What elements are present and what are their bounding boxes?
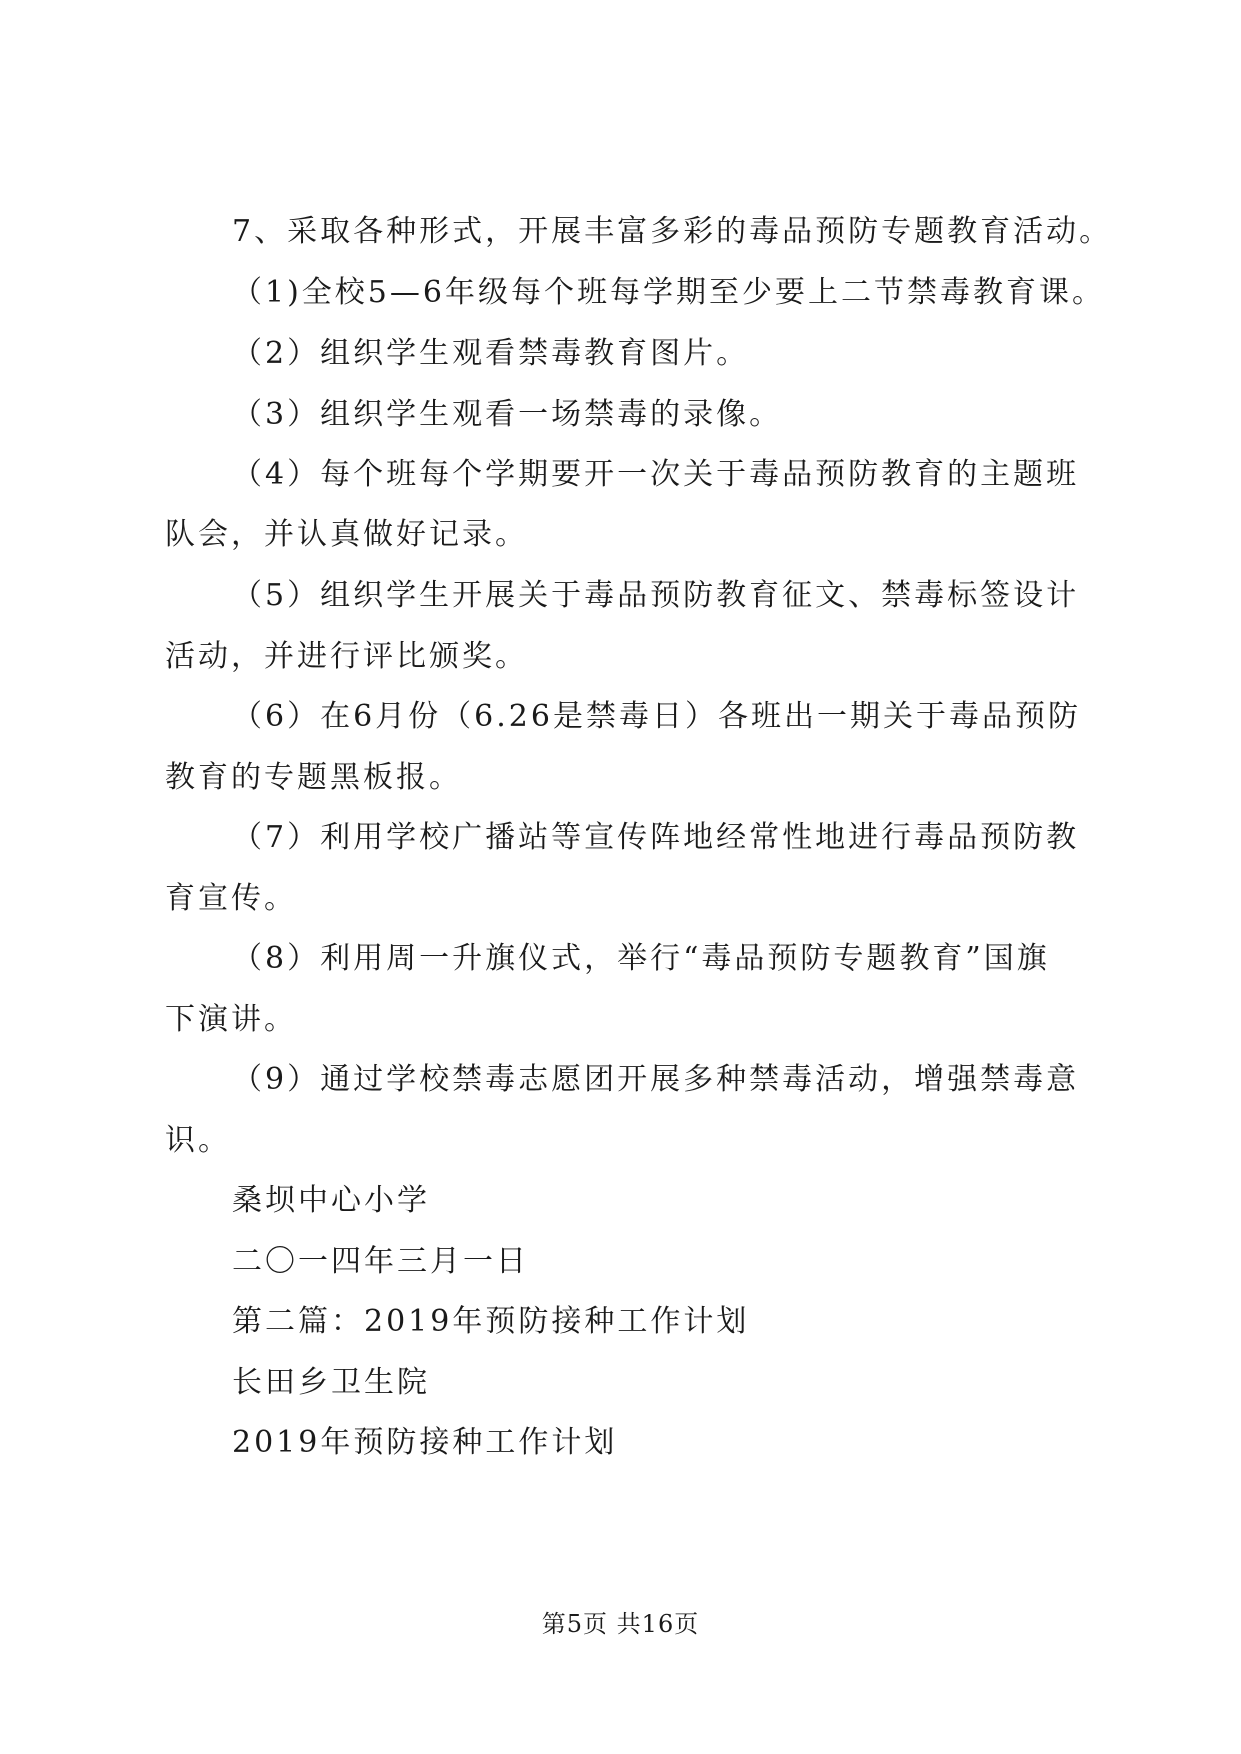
list-item-9: （9）通过学校禁毒志愿团开展多种禁毒活动，增强禁毒意	[232, 1062, 1080, 1097]
list-item-8-continued: 下演讲。	[165, 1002, 297, 1037]
list-item-6-continued: 教育的专题黑板报。	[165, 760, 462, 795]
list-item-6: （6）在6月份（6.26是禁毒日）各班出一期关于毒品预防	[232, 699, 1081, 734]
list-item-5-continued: 活动，并进行评比颁奖。	[165, 639, 528, 674]
list-item-2: （2）组织学生观看禁毒教育图片。	[232, 336, 750, 371]
page-number-footer: 第5页 共16页	[541, 1610, 700, 1638]
list-item-4: （4）每个班每个学期要开一次关于毒品预防教育的主题班	[232, 457, 1080, 492]
list-item-4-continued: 队会，并认真做好记录。	[165, 517, 528, 552]
section-heading: 第二篇：2019年预防接种工作计划	[232, 1304, 750, 1339]
organization-name: 长田乡卫生院	[232, 1365, 430, 1400]
school-name: 桑坝中心小学	[232, 1183, 430, 1218]
list-item-5: （5）组织学生开展关于毒品预防教育征文、禁毒标签设计	[232, 578, 1080, 613]
list-item-9-continued: 识。	[165, 1123, 231, 1158]
list-item-3: （3）组织学生观看一场禁毒的录像。	[232, 397, 783, 432]
list-item-7: （7）利用学校广播站等宣传阵地经常性地进行毒品预防教	[232, 820, 1080, 855]
paragraph-item-7: 7、采取各种形式，开展丰富多彩的毒品预防专题教育活动。	[232, 214, 1113, 249]
list-item-1: （1)全校5—6年级每个班每学期至少要上二节禁毒教育课。	[232, 275, 1105, 310]
list-item-8: （8）利用周一升旗仪式，举行“毒品预防专题教育”国旗	[232, 941, 1050, 976]
plan-title: 2019年预防接种工作计划	[232, 1425, 618, 1460]
list-item-7-continued: 育宣传。	[165, 881, 297, 916]
document-date: 二〇一四年三月一日	[232, 1244, 529, 1279]
